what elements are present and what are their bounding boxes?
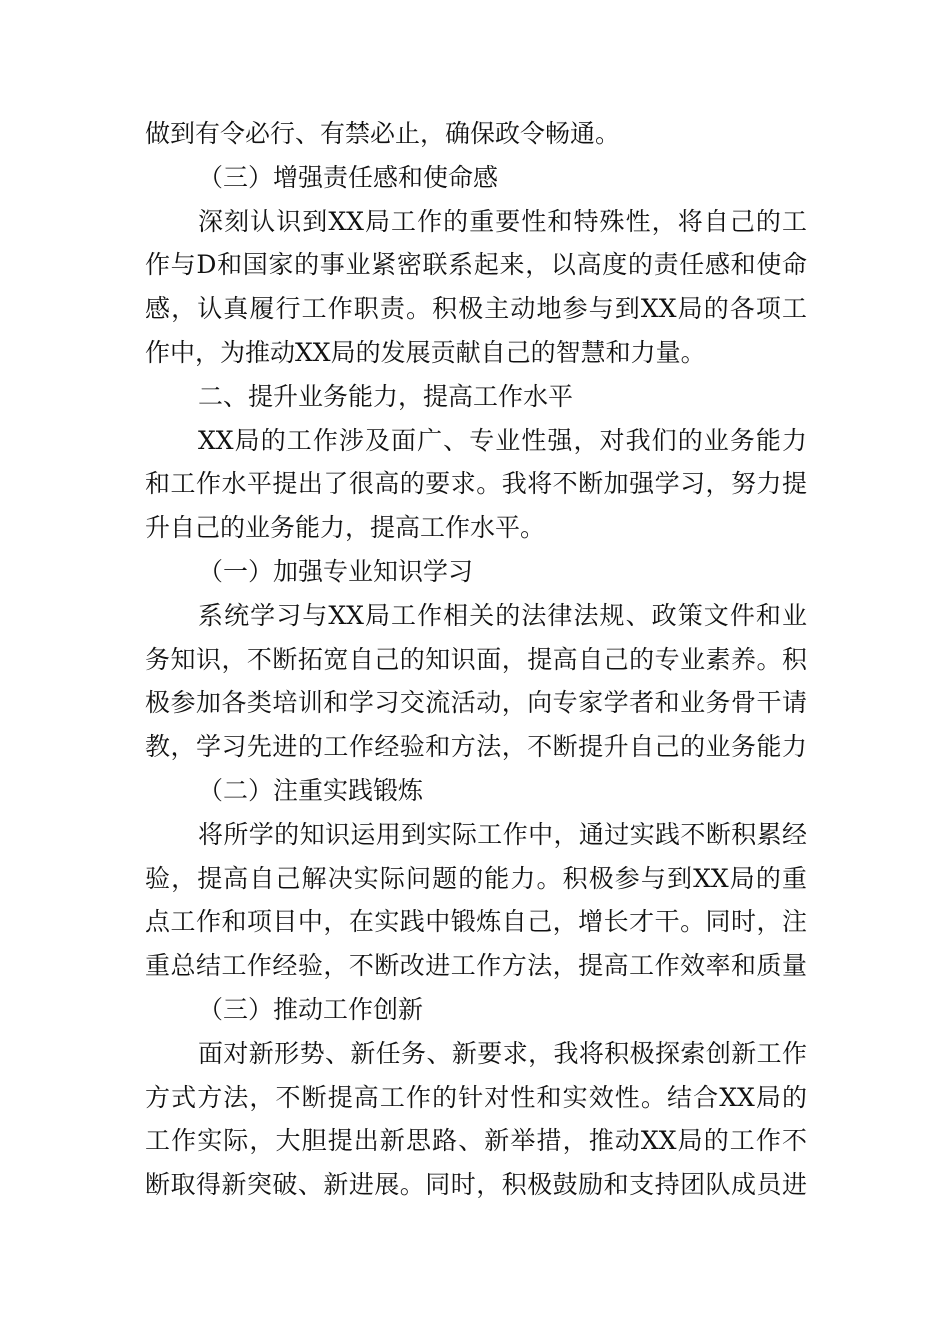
paragraph-line: 感，认真履行工作职责。积极主动地参与到XX局的各项工	[145, 294, 807, 324]
paragraph-line: 务知识，不断拓宽自己的知识面，提高自己的专业素养。积	[145, 644, 807, 674]
paragraph-line: 极参加各类培训和学习交流活动，向专家学者和业务骨干请	[145, 688, 807, 718]
paragraph-line: 教，学习先进的工作经验和方法，不断提升自己的业务能力	[145, 732, 807, 762]
paragraph-line: 深刻认识到XX局工作的重要性和特殊性，将自己的工	[198, 206, 807, 236]
section-heading: （三）增强责任感和使命感	[198, 162, 499, 192]
paragraph-line: 升自己的业务能力，提高工作水平。	[145, 513, 546, 543]
paragraph-line: 点工作和项目中，在实践中锻炼自己，增长才干。同时，注	[145, 907, 807, 937]
section-heading: （三）推动工作创新	[198, 994, 424, 1024]
paragraph-line: 将所学的知识运用到实际工作中，通过实践不断积累经	[198, 819, 807, 849]
paragraph-line: 重总结工作经验，不断改进工作方法，提高工作效率和质量	[145, 951, 807, 981]
paragraph-line: 做到有令必行、有禁必止，确保政令畅通。	[145, 119, 621, 148]
paragraph-line: 验，提高自己解决实际问题的能力。积极参与到XX局的重	[145, 863, 807, 893]
paragraph-line: 和工作水平提出了很高的要求。我将不断加强学习，努力提	[145, 469, 807, 499]
section-heading: （二）注重实践锻炼	[198, 775, 424, 805]
section-heading: 二、提升业务能力，提高工作水平	[198, 381, 574, 411]
paragraph-line: 方式方法，不断提高工作的针对性和实效性。结合XX局的	[145, 1082, 807, 1112]
document-page	[145, 112, 807, 1207]
paragraph-line: 系统学习与XX局工作相关的法律法规、政策文件和业	[198, 600, 807, 630]
section-heading: （一）加强专业知识学习	[198, 556, 474, 586]
paragraph-line: 工作实际，大胆提出新思路、新举措，推动XX局的工作不	[145, 1126, 807, 1156]
paragraph-line: 作与D和国家的事业紧密联系起来，以高度的责任感和使命	[145, 250, 807, 280]
paragraph-line: 断取得新突破、新进展。同时，积极鼓励和支持团队成员进	[145, 1170, 807, 1200]
paragraph-line: 面对新形势、新任务、新要求，我将积极探索创新工作	[198, 1038, 807, 1068]
paragraph-line: 作中，为推动XX局的发展贡献自己的智慧和力量。	[145, 337, 706, 367]
paragraph-line: XX局的工作涉及面广、专业性强，对我们的业务能力	[198, 425, 807, 455]
